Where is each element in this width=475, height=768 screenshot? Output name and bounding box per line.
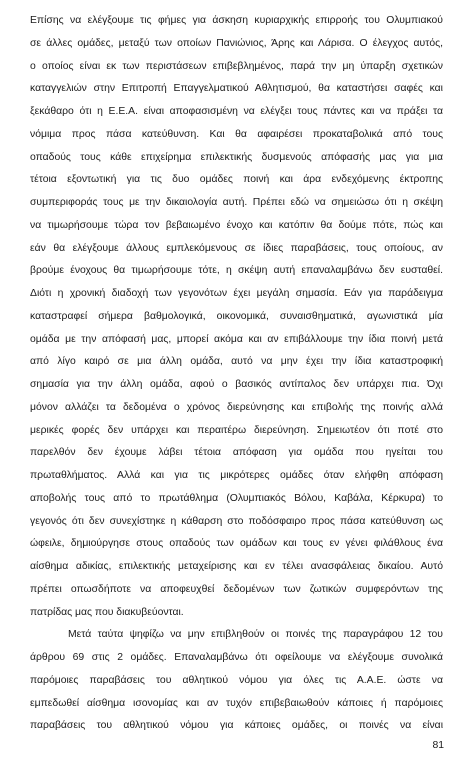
text-line: εάν θα ελέγξουμε άλλους εμπλεκόμενους σε ίδιες παραβάσεις, τους οποίους, αν [30,242,443,254]
text-line: καταστραφεί σήμερα βαθμολογικά, οικονομικά, συναισθηματικά, αγωνιστικά μία [30,310,443,322]
text-line: γεγονός ότι δεν συνεχίστηκε η κάθαρση στο ποδόσφαιρο προς πάσα κατεύθυνση ως [30,515,443,527]
text-line: αποβολής τους από το πρωτάθλημα (Ολυμπιακός Βόλου, Καβάλα, Κέρκυρα) το [30,492,443,504]
text-line: ο οποίος είναι εκ των περιστάσεων επιβεβλημένος, παρά την μη ύπαρξη σχετικών [30,60,443,72]
text-line: παρελθόν δεν έχουμε λάβει τέτοια απόφαση για ομάδα που ηγείται του [30,447,443,459]
text-line: Επίσης να ελέγξουμε τις φήμες για άσκηση κυριαρχικής επιρροής του Ολυμπιακού [30,15,443,26]
text-line: μερικές φορές δεν υπάρχει και περαιτέρω διερεύνηση. Σημειωτέον ότι ποτέ στο [30,424,443,436]
text-line: Διότι η χρονική διαδοχή των γεγονότων έχει μεγάλη σημασία. Εάν για παράδειγμα [30,288,443,299]
body-text [30,10,443,738]
text-line: καταγγελιών στην Επιτροπή Επαγγελματικού Αθλητισμού, θα καταστήσει σαφές και [30,83,443,95]
text-line: αίσθημα αδικίας, επιλεκτικής μεταχείρισης και εν τέλει ανασφάλειας δικαίου. Αυτό [30,561,443,572]
text-line: συμπεριφοράς τους με την δικαιολογία αυτή. Πρέπει εδώ να σημειώσω ότι η σκέψη [30,197,443,208]
text-line: από λίγο καιρό σε μια άλλη ομάδα, αυτό να μην έχει την ίδια καταστροφική [30,356,443,368]
text-line: Μετά ταύτα ψηφίζω να μην επιβληθούν οι ποινές της παραγράφου 12 του [68,629,443,641]
text-line: νόμιμα προς πάσα κατεύθυνση. Και θα αφαιρέσει προκαταβολικά από τους [30,128,443,140]
text-line: σε άλλες ομάδες, μεταξύ των οποίων Πανιώνιος, Άρης και Λάρισα. Ο έλεγχος αυτός, [30,37,443,49]
text-line: να τιμωρήσουμε τώρα τον βεβαιωμένο ένοχο και κατόπιν θα δούμε πότε, πώς και [30,219,443,231]
text-line: πατρίδας μας που διακυβεύονται. [30,606,184,618]
text-line: παρόμοιες παραβάσεις του αθλητικού νόμου για όλες τις Α.Α.Ε. ώστε να [30,674,443,686]
text-line: ώφειλε, δημιούργησε στους οπαδούς των ομάδων και τους εν γένει φιλάθλους ένα [30,538,443,550]
text-line: βρούμε ένοχους θα τιμωρήσουμε τότε, η σκέψη αυτή επαναλαμβάνω δεν ευσταθεί. [30,265,443,277]
text-line: τέτοια εξοντωτική για τις δυο ομάδες ποινή και άρα ενδεχόμενης έκτροπης [30,174,443,186]
paragraph [30,624,443,738]
text-line: πρέπει οπωσδήποτε να αποφευχθεί δεδομένων των ζωτικών συμφερόντων της [30,583,443,595]
text-line: πρωταθλήματος. Αλλά και για τις μικρότερες ομάδες όταν ελήφθη απόφαση [30,470,443,481]
text-line: παραβάσεις του αθλητικού νόμου για κάποιες ομάδες, οι ποινές να είναι [30,720,443,732]
text-line: μόνον αλλάζει τα δεδομένα ο χρόνος διερεύνησης και επιβολής της ποινής αλλά [30,401,443,413]
text-line: ομάδα με την απόφασή μας, μπορεί ακόμα και αν επιβάλλουμε την ίδια ποινή μετά [30,333,443,345]
text-line: οπαδούς τους κάθε επιχείρημα επιλεκτικής δυσμενούς απόφασής μας για μια [30,151,443,163]
text-line: σημασία για την άλλη ομάδα, αφού ο βασικός αντίπαλος δεν υπάρχει πια. Όχι [30,379,443,390]
text-line: εμπεδωθεί αίσθημα ισονομίας και αν τυχόν επιβεβαιωθούν κάποιες ή παρόμοιες [30,697,443,709]
text-line: άρθρου 69 στις 2 ομάδες. Επαναλαμβάνω ότι οφείλουμε να ελέγξουμε συνολικά [30,652,443,663]
paragraph [30,10,443,624]
text-line: ξεκάθαρο ότι η Ε.Ε.Α. είναι αποφασισμένη να ελέγξει τους πάντες και να πράξει τα [30,106,443,117]
page-number: 81 [432,740,444,751]
